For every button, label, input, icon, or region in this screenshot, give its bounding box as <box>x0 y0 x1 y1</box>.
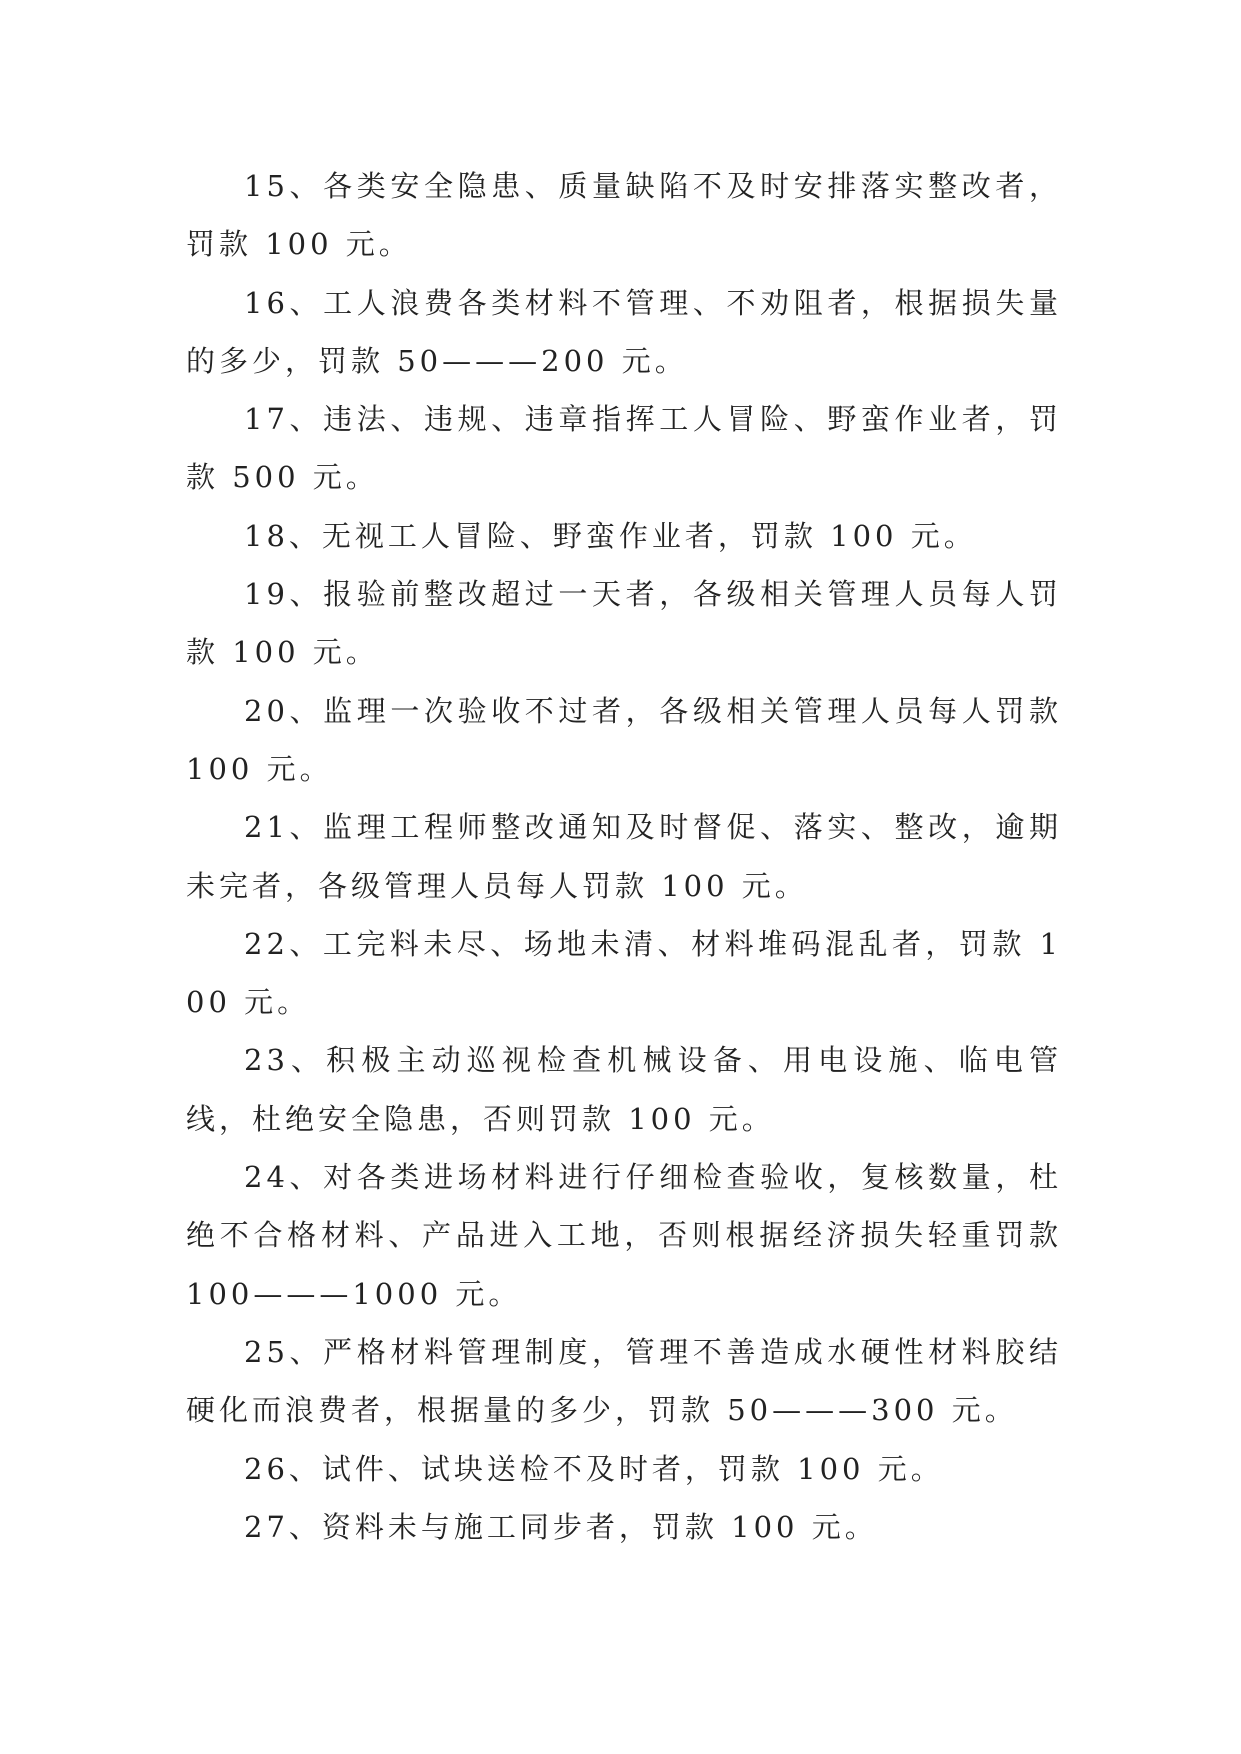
rule-item-19: 19、报验前整改超过一天者，各级相关管理人员每人罚款 100 元。 <box>186 577 1062 670</box>
rule-item-25: 25、严格材料管理制度，管理不善造成水硬性材料胶结硬化而浪费者，根据量的多少，罚款 50———300 元。 <box>186 1334 1062 1428</box>
rule-item-18: 18、无视工人冒险、野蛮作业者，罚款 100 元。 <box>244 518 977 553</box>
rule-item-22: 22、工完料未尽、场地未清、材料堆码混乱者，罚款 100 元。 <box>186 926 1062 1020</box>
rule-item-23: 23、积极主动巡视检查机械设备、用电设施、临电管线，杜绝安全隐患，否则罚款 100 元。 <box>186 1043 1062 1136</box>
rule-item-26: 26、试件、试块送检不及时者，罚款 100 元。 <box>244 1451 944 1486</box>
rule-item-24: 24、对各类进场材料进行仔细检查验收，复核数量，杜绝不合格材料、产品进入工地，否则根据经济损失轻重罚款 100———1000 元。 <box>186 1160 1062 1311</box>
rule-item-21: 21、监理工程师整改通知及时督促、落实、整改，逾期未完者，各级管理人员每人罚款 100 元。 <box>186 810 1062 903</box>
rule-item-20: 20、监理一次验收不过者，各级相关管理人员每人罚款 100 元。 <box>186 693 1062 786</box>
rule-item-17: 17、违法、违规、违章指挥工人冒险、野蛮作业者，罚款 500 元。 <box>186 402 1062 495</box>
rule-item-15: 15、各类安全隐患、质量缺陷不及时安排落实整改者，罚款 100 元。 <box>186 169 1062 262</box>
rule-item-27: 27、资料未与施工同步者，罚款 100 元。 <box>244 1509 878 1544</box>
rule-item-16: 16、工人浪费各类材料不管理、不劝阻者，根据损失量的多少，罚款 50———200 元。 <box>186 285 1062 378</box>
document-body <box>186 157 1062 1556</box>
